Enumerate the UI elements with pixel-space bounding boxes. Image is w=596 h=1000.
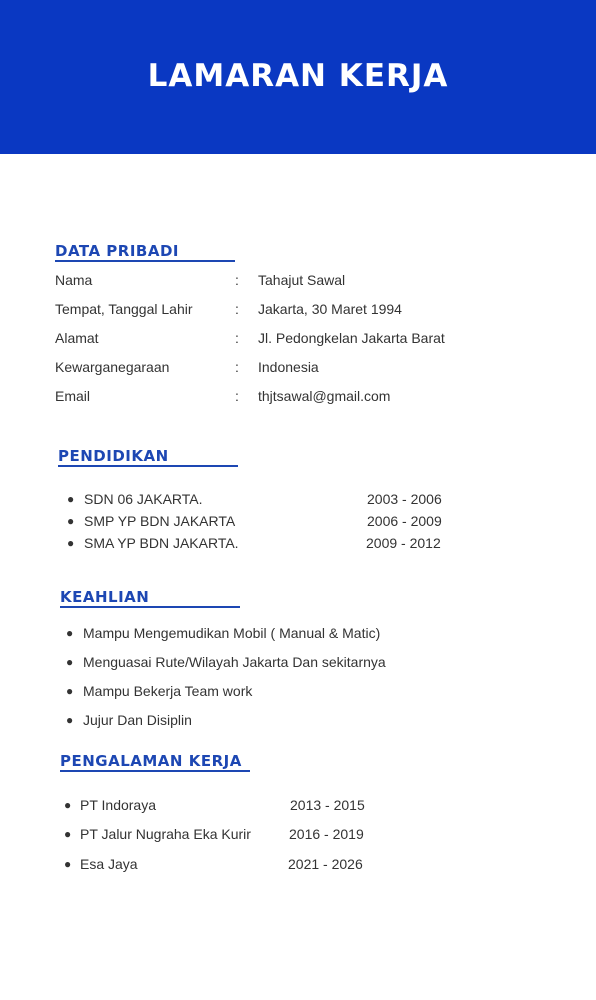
skill-text: Mampu Mengemudikan Mobil ( Manual & Matic): [83, 625, 381, 641]
education-years: 2006 - 2009: [367, 513, 442, 529]
colon-separator: :: [235, 301, 239, 317]
bullet-icon: ●: [66, 626, 74, 640]
skill-text: Jujur Dan Disiplin: [83, 712, 192, 728]
bullet-icon: ●: [67, 492, 75, 506]
bullet-icon: ●: [64, 827, 72, 841]
section-title-keahlian: KEAHLIAN: [60, 588, 150, 606]
field-label: Email: [55, 388, 91, 404]
section-divider: [55, 260, 235, 262]
company-name: PT Indoraya: [80, 797, 157, 813]
field-label: Tempat, Tanggal Lahir: [55, 301, 193, 317]
field-value: Jl. Pedongkelan Jakarta Barat: [258, 330, 445, 346]
skill-text: Menguasai Rute/Wilayah Jakarta Dan sekitarnya: [83, 654, 386, 670]
skill-text: Mampu Bekerja Team work: [83, 683, 253, 699]
section-divider: [60, 770, 250, 772]
section-divider: [60, 606, 240, 608]
education-years: 2009 - 2012: [366, 535, 441, 551]
field-value: Jakarta, 30 Maret 1994: [258, 301, 402, 317]
bullet-icon: ●: [64, 857, 72, 871]
experience-years: 2013 - 2015: [290, 797, 365, 813]
bullet-icon: ●: [66, 684, 74, 698]
page-title: LAMARAN KERJA: [147, 58, 449, 94]
company-name: Esa Jaya: [80, 856, 138, 872]
experience-years: 2016 - 2019: [289, 826, 364, 842]
field-label: Alamat: [55, 330, 99, 346]
section-divider: [58, 465, 238, 467]
bullet-icon: ●: [64, 798, 72, 812]
field-value: Tahajut Sawal: [258, 272, 346, 288]
school-name: SMA YP BDN JAKARTA.: [84, 535, 239, 551]
bullet-icon: ●: [66, 655, 74, 669]
bullet-icon: ●: [67, 514, 75, 528]
field-label: Nama: [55, 272, 93, 288]
bullet-icon: ●: [67, 536, 75, 550]
section-title-pendidikan: PENDIDIKAN: [58, 447, 169, 465]
colon-separator: :: [235, 388, 239, 404]
section-title-data-pribadi: DATA PRIBADI: [55, 242, 179, 260]
field-label: Kewarganegaraan: [55, 359, 170, 375]
school-name: SMP YP BDN JAKARTA: [84, 513, 236, 529]
experience-years: 2021 - 2026: [288, 856, 363, 872]
header-banner: [0, 0, 596, 154]
colon-separator: :: [235, 272, 239, 288]
colon-separator: :: [235, 330, 239, 346]
field-value: Indonesia: [258, 359, 319, 375]
school-name: SDN 06 JAKARTA.: [84, 491, 203, 507]
bullet-icon: ●: [66, 713, 74, 727]
education-years: 2003 - 2006: [367, 491, 442, 507]
colon-separator: :: [235, 359, 239, 375]
company-name: PT Jalur Nugraha Eka Kurir: [80, 826, 251, 842]
section-title-pengalaman: PENGALAMAN KERJA: [60, 752, 242, 770]
field-value: thjtsawal@gmail.com: [258, 388, 391, 404]
